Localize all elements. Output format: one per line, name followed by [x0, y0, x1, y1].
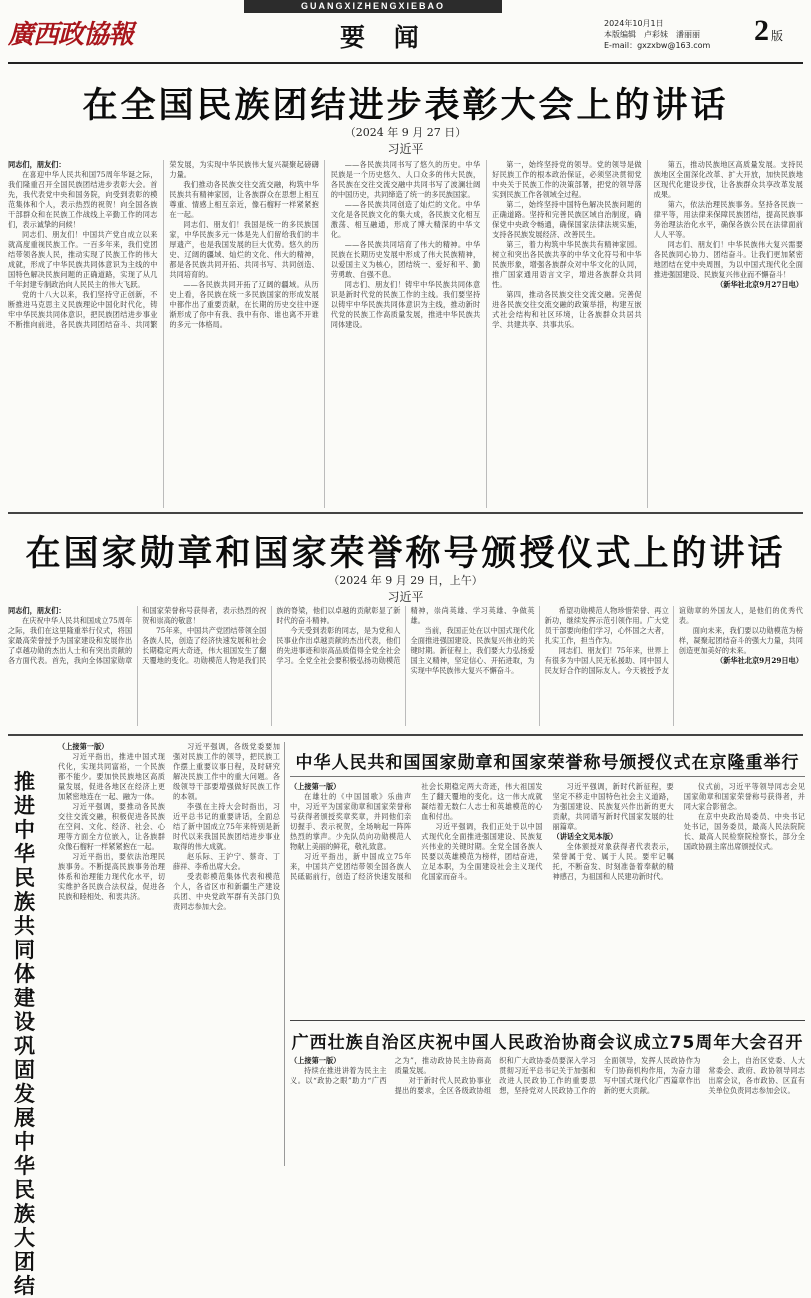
column-divider — [284, 742, 285, 1166]
article1-paragraph: 第一，始终坚持党的领导。党的领导是做好民族工作的根本政治保证，必须坚决贯彻党中央关于民族工作的决策部署，把党的领导落实到民族工作各领域全过程。 — [492, 160, 642, 199]
news1-continued-tag: （上接第一版） — [290, 782, 341, 791]
article1-paragraph: 第四，推动各民族交往交流交融。完善促进各民族交往交流交融的政策举措，构建互嵌式社会结构和社区环境，让各族群众共居共学、共建共享、共事共乐。 — [492, 290, 642, 329]
article1-paragraph: 党的十八大以来，我们坚持守正创新，不断推进马克思主义民族理论中国化时代化，铸牢中华民族共同体意识，把民族团结进步事业不断推向前进，各民族共同团结奋斗、共同繁荣发展，为实现中华民族伟大复兴凝聚起磅礴力量。 — [8, 160, 319, 329]
article1-paragraph: 同志们、朋友们！铸牢中华民族共同体意识是新时代党的民族工作的主线。我们要坚持以铸牢中华民族共同体意识为主线，推动新时代党的民族工作高质量发展，推进中华民族共同体建设。 — [330, 280, 481, 329]
article1-salutation: 同志们，朋友们： — [8, 160, 66, 169]
divider — [290, 1020, 805, 1021]
commentary-paragraph: 受表彰模范集体代表和模范个人，各省区市和新疆生产建设兵团、中央党政军群有关部门负责同志参加大会。 — [173, 872, 280, 911]
news2-headline: 广西壮族自治区庆祝中国人民政治协商会议成立75周年大会召开 — [291, 1033, 804, 1053]
commentary-paragraph: 习近平指出，推进中国式现代化，实现共同富裕，一个民族都不能少。要加快民族地区高质量发展，促进各地区在经济上更加紧密地连在一起、融为一体。 — [58, 752, 165, 801]
article1-paragraph: 第六，依法治理民族事务。坚持各民族一律平等，用法律来保障民族团结，提高民族事务治理法治化水平，确保各族公民在法律面前人人平等。 — [653, 200, 803, 239]
news1-paragraph: 习近平强调，新时代新征程，要坚定不移走中国特色社会主义道路，为强国建设、民族复兴作出新的更大贡献，共同谱写新时代国家发展的壮丽篇章。 — [552, 782, 674, 831]
contact-email: E-mail：gxzxbw@163.com — [604, 41, 711, 50]
news1-paragraph: 习近平强调，我们正处于以中国式现代化全面推进强国建设、民族复兴伟业的关键时期。全党全国各族人民要以英雄模范为榜样，团结奋进，立足本职，为全面建设社会主义现代化国家而奋斗。 — [421, 822, 543, 881]
issue-date: 2024年10月1日 — [604, 19, 664, 28]
article1-headline: 在全国民族团结进步表彰大会上的讲话 — [82, 86, 729, 126]
masthead-rule — [8, 62, 803, 64]
article1-paragraph: 在喜迎中华人民共和国75周年华诞之际，我们隆重召开全国民族团结进步表彰大会。首先，我代表党中央和国务院，向受到表彰的模范集体和个人，表示热烈的祝贺！向全国各族干部群众和在民族工作战线上辛勤工作的同志们，表示诚挚的问候！ — [8, 170, 158, 229]
page-number — [754, 14, 783, 48]
news2-paragraph: 持续在推进讲着为民主主义。以“政协之眼”助力“广西之为”，推动政协民主协商高质量发展。 — [290, 1056, 492, 1085]
article2-paragraph: 同志们、朋友们！75年来，世界上有很多为中国人民无私援助、同中国人民友好合作的国际友人。今天被授予友谊勋章的外国友人，是他们的优秀代表。 — [544, 606, 803, 675]
page-number-unit: 版 — [771, 29, 784, 43]
article2-paragraph: 今天受到表彰的同志，是为党和人民事业作出卓越贡献的杰出代表，他们的先进事迹和崇高品质值得全党全社会学习。全党全社会要积极弘扬功勋模范精神，崇尚英雄、学习英雄、争做英雄。 — [276, 606, 535, 665]
article1-paragraph: 同志们、朋友们！我国是统一的多民族国家，中华民族多元一体是先人们留给我们的丰厚遗产，也是我国发展的巨大优势。悠久的历史、辽阔的疆域、灿烂的文化、伟大的精神，都是各民族共同开拓、共同书写、共同创造、共同培育的。 — [169, 220, 319, 279]
divider — [8, 512, 803, 514]
commentary-paragraph: 习近平强调，要推动各民族交往交流交融，积极促进各民族在空间、文化、经济、社会、心理等方面全方位嵌入，让各族群众像石榴籽一样紧紧抱在一起。 — [58, 802, 165, 851]
news1-body — [290, 782, 805, 1014]
commentary-paragraph: 赵乐际、王沪宁、蔡奇、丁薛祥、李希出席大会。 — [173, 852, 280, 871]
article2-paragraph: 75年来，中国共产党团结带领全国各族人民，创造了经济快速发展和社会长期稳定两大奇迹，伟大祖国发生了翻天覆地的变化。功勋模范人物是我们民族的脊梁，他们以卓越的贡献彰显了新时代的奋斗精神。 — [142, 606, 401, 665]
article1-paragraph: 第二，始终坚持中国特色解决民族问题的正确道路。坚持和完善民族区域自治制度，确保党中央政令畅通，确保国家法律法规实施，支持各民族发展经济、改善民生。 — [492, 200, 642, 239]
article1-source: （新华社北京9月27日电） — [716, 280, 803, 289]
commentary-paragraph: 习近平强调，各级党委要加强对民族工作的领导，把民族工作摆上重要议事日程，及时研究解决民族工作中的重大问题。各级领导干部要增强做好民族工作的本领。 — [173, 742, 280, 801]
news2-body — [290, 1056, 805, 1166]
news1-headline: 中华人民共和国国家勋章和国家荣誉称号颁授仪式在京隆重举行 — [295, 753, 800, 773]
commentary-vertical-title: 推进中华民族共同体建设 巩固发展中华民族大团结 — [14, 770, 56, 1298]
article1-paragraph: ——各民族共同培育了伟大的精神。中华民族在长期历史发展中形成了伟大民族精神，以爱国主义为核心，团结统一、爱好和平、勤劳勇敢、自强不息。 — [330, 240, 481, 279]
news2-paragraph: 对于新时代人民政协事业提出的要求，全区各级政协组织和广大政协委员要深入学习贯彻习近平总书记关于加强和改进人民政协工作的重要思想，坚持党对人民政协工作的全面领导，发挥人民政协作为专门协商机构作用，为奋力谱写中国式现代化广西篇章作出新的更大贡献。 — [394, 1056, 701, 1095]
article2-date: （2024 年 9 月 29 日，上午） — [328, 574, 483, 587]
article2-paragraph: 在庆祝中华人民共和国成立75周年之际，我们在这里隆重举行仪式，将国家最高荣誉授予为国家建设和发展作出了卓越功勋的杰出人士和有突出贡献的各方面代表。首先，我向全体国家勋章和国家荣誉称号获得者，表示热烈的祝贺和崇高的敬意！ — [8, 606, 267, 665]
masthead — [0, 0, 811, 62]
article2-paragraph: 当前，我国正处在以中国式现代化全面推进强国建设、民族复兴伟业的关键时期。新征程上，我们要大力弘扬爱国主义精神，坚定信心、开拓进取，为实现中华民族伟大复兴不懈奋斗。 — [410, 626, 535, 675]
article1-paragraph: 第三，着力构筑中华民族共有精神家园。树立和突出各民族共享的中华文化符号和中华民族形象，增强各族群众对中华文化的认同，推广国家通用语言文字，增进各族群众共同性。 — [492, 240, 642, 289]
article1-byline: 习近平 — [387, 142, 424, 156]
news1-paragraph: 全体颁授对象获得者代表表示，荣誉属于党、属于人民。要牢记嘱托，不断奋发、时刻准备着奉献的精神感召，为祖国和人民建功新时代。 — [552, 842, 674, 881]
commentary-continued-tag: （上接第一版） — [58, 742, 109, 751]
divider — [8, 734, 803, 736]
masthead-pinyin: GUANGXIZHENGXIEBAO — [244, 0, 502, 13]
news1-subhead: （讲话全文见本版） — [552, 832, 618, 841]
article1-paragraph: ——各民族共同书写了悠久的历史。中华民族是一个历史悠久、人口众多的伟大民族，各民族在交往交流交融中共同书写了波澜壮阔的中国历史，共同缔造了统一的多民族国家。 — [330, 160, 481, 199]
article2-paragraph: 面向未来，我们要以功勋模范为榜样，凝聚起团结奋斗的强大力量，共同创造更加美好的未来。 — [678, 626, 803, 655]
article1-date: （2024 年 9 月 27 日） — [344, 126, 467, 139]
news1-paragraph: 在雄壮的《中国国歌》乐曲声中，习近平为国家勋章和国家荣誉称号获得者颁授奖章奖章，并同他们亲切握手、表示祝贺，全场响起一阵阵热烈的掌声。少先队员向功勋模范人物献上美丽的鲜花，敬礼致意。 — [290, 792, 412, 851]
article2-salutation: 同志们，朋友们： — [8, 606, 66, 615]
news2-paragraph: 会上，自治区党委、人大常委会、政府、政协领导同志出席会议，各市政协、区直有关单位负责同志参加会议。 — [708, 1056, 805, 1095]
article2-headline: 在国家勋章和国家荣誉称号颁授仪式上的讲话 — [25, 534, 786, 574]
commentary-paragraph: 习近平指出，要依法治理民族事务。不断提高民族事务治理体系和治理能力现代化水平，切实维护各民族合法权益，促进各民族和睦相处、和衷共济。 — [58, 852, 165, 901]
article1-paragraph: 同志们、朋友们！中国共产党自成立以来就高度重视民族工作。一百多年来，我们党团结带领各族人民，推动实现了民族工作的伟大成就，形成了中华民族共同体意识为主线的中国特色解决民族问题的正确道路，实现了从几千年封建专制政治向人民民主的伟大飞跃。 — [8, 230, 158, 289]
article2-body — [8, 606, 803, 726]
commentary-paragraph: 李强在主持大会时指出，习近平总书记的重要讲话，全面总结了新中国成立75年来特别是新时代以来我国民族团结进步事业取得的伟大成就。 — [173, 802, 280, 851]
news2-continued-tag: （上接第一版） — [290, 1056, 341, 1065]
article2-source: （新华社北京9月29日电） — [716, 656, 803, 665]
news1-paragraph: 仪式前，习近平等领导同志会见国家勋章和国家荣誉称号获得者，并同大家合影留念。 — [683, 782, 805, 811]
commentary-body — [58, 742, 280, 1166]
article1-paragraph: 我们推动各民族交往交流交融，构筑中华民族共有精神家园，让各族群众在思想上相互尊重、情感上相互亲近，像石榴籽一样紧紧抱在一起。 — [169, 180, 319, 219]
article2-byline: 习近平 — [387, 590, 424, 604]
newspaper-logo: 廣西政協報 — [8, 20, 134, 50]
article2-paragraph: 希望功勋模范人物珍惜荣誉、再立新功，继续发挥示范引领作用。广大党员干部要向他们学习，心怀国之大者，扎实工作，担当作为。 — [544, 606, 669, 645]
news1-paragraph: 在京中央政治局委员、中央书记处书记，国务委员，最高人民法院院长、最高人民检察院检察长，部分全国政协副主席出席颁授仪式。 — [683, 812, 805, 851]
section-title: 要 闻 — [340, 23, 429, 52]
page-number-value: 2 — [754, 14, 769, 47]
divider — [290, 776, 805, 777]
article1-body — [8, 160, 803, 508]
page-editors: 本版编辑 卢彩妹 潘丽丽 — [604, 30, 700, 39]
article1-paragraph: 第五，推动民族地区高质量发展。支持民族地区全面深化改革、扩大开放，加快民族地区现代化建设步伐，让各族群众共享改革发展成果。 — [653, 160, 803, 199]
article1-paragraph: ——各民族共同开拓了辽阔的疆域。从历史上看，各民族在统一多民族国家的形成发展中都作出了重要贡献，在长期的历史交往中逐渐形成了你中有我、我中有你、谁也离不开谁的多元一体格局。 — [169, 280, 319, 329]
issue-meta — [604, 18, 710, 51]
article1-paragraph: ——各民族共同创造了灿烂的文化。中华文化是各民族文化的集大成，各民族文化相互激荡、相互融通，形成了博大精深的中华文化。 — [330, 200, 481, 239]
news1-paragraph: 习近平指出，新中国成立75年来，中国共产党团结带领全国各族人民砥砺前行，创造了经济快速发展和社会长期稳定两大奇迹，伟大祖国发生了翻天覆地的变化。这一伟大成就凝结着无数仁人志士和英雄模范的心血和付出。 — [290, 782, 543, 881]
article1-paragraph: 同志们、朋友们！中华民族伟大复兴需要各民族同心协力、团结奋斗。让我们更加紧密地团结在党中央周围，为以中国式现代化全面推进强国建设、民族复兴伟业而不懈奋斗！ — [653, 240, 803, 279]
